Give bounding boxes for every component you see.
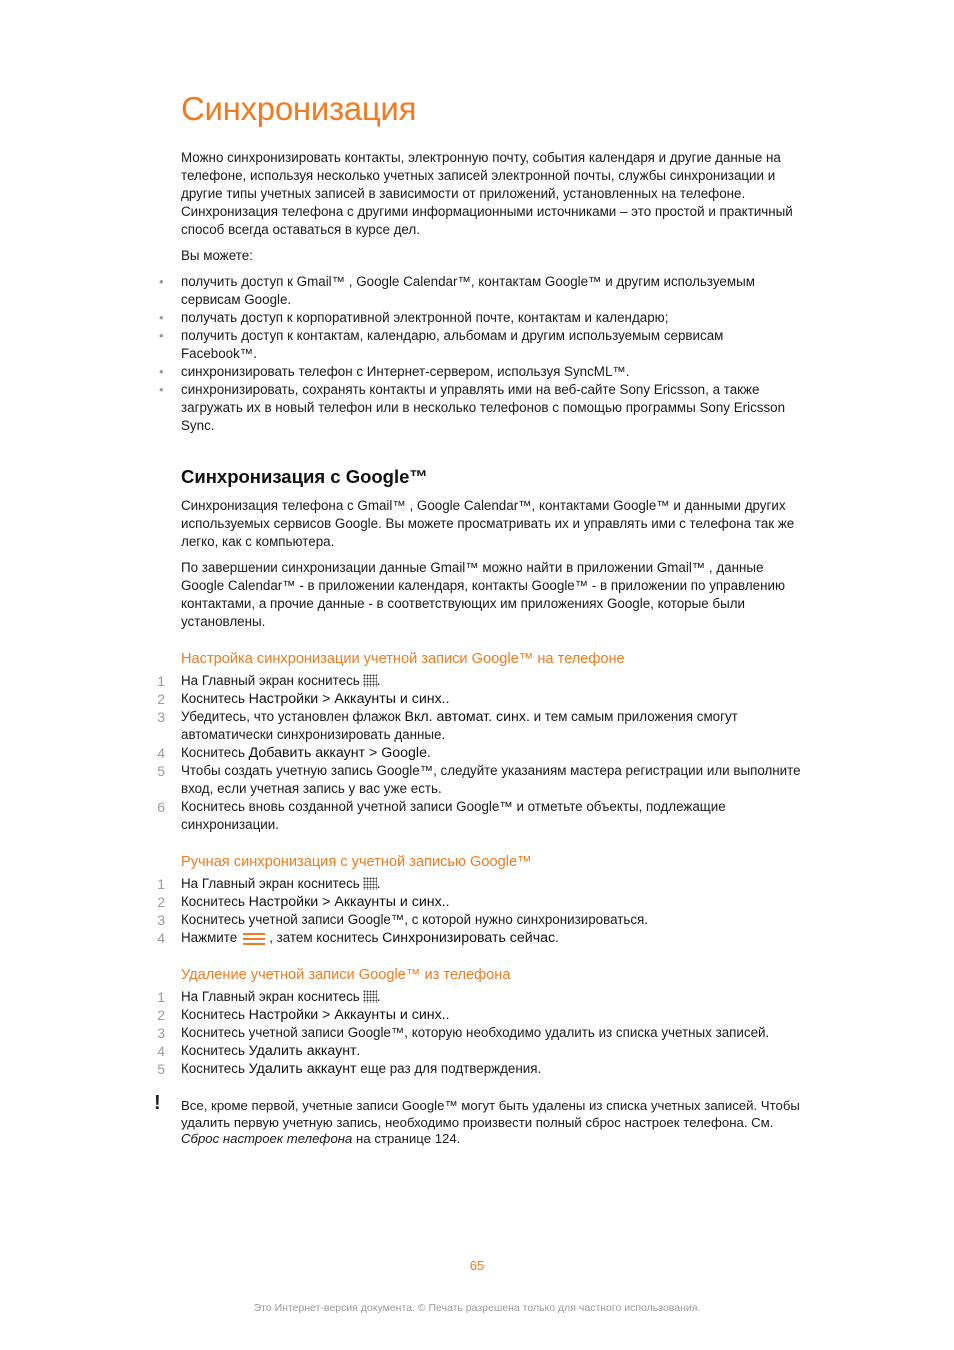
google-section-para1: Синхронизация телефона с Gmail™ , Google Calendar™, контактами Google™ и данными других используемых сервисов Google. Вы можете просматривать их и управлять ими с телефона так же легко, как с компьютера. (181, 498, 795, 549)
step-item: 2 Коснитесь Настройки > Аккаунты и синх.. (157, 691, 450, 707)
delete-account-steps (157, 988, 801, 1078)
step-item: 4 Коснитесь Добавить аккаунт > Google. (157, 745, 431, 761)
page-content (154, 86, 801, 1148)
ui-path: Настройки > Аккаунты и синх.. (248, 691, 450, 707)
setup-heading: Настройка синхронизации учетной записи Google™ на телефоне (181, 651, 625, 667)
apps-grid-icon (363, 674, 377, 687)
ui-path: Удалить аккаунт (248, 1061, 357, 1077)
bullet-icon: • (159, 328, 164, 343)
step-item: 5 Коснитесь Удалить аккаунт еще раз для подтверждения. (157, 1061, 542, 1077)
capabilities-list (159, 273, 801, 435)
apps-grid-icon (363, 990, 377, 1003)
step-item: 4 Коснитесь Удалить аккаунт. (157, 1043, 361, 1059)
step-item: 1 На Главный экран коснитесь . (157, 989, 381, 1005)
exclamation-icon: ! (154, 1092, 161, 1114)
warning-note: ! Все, кроме первой, учетные записи Google™ могут быть удалены из списка учетных записей. Чтобы удалить первую учетную запись, необходимо произвести полный сброс настроек телефона. См. Сброс настроек телефона на странице 124. (154, 1092, 800, 1146)
can-label: Вы можете: (181, 248, 253, 263)
list-item: • синхронизировать, сохранять контакты и управлять ими на веб-сайте Sony Ericsson, а также загружать их в новый телефон или в несколько телефонов с помощью программы Sony Ericsson Sync. (159, 382, 786, 433)
ui-path: Настройки > Аккаунты и синх.. (248, 894, 450, 910)
ui-path: Добавить аккаунт > Google (248, 745, 427, 761)
list-item: • получить доступ к Gmail™ , Google Calendar™, контактам Google™ и другим используемым сервисам Google. (159, 274, 755, 307)
list-item: • получать доступ к корпоративной электронной почте, контактам и календарю; (159, 310, 669, 325)
google-section-heading: Синхронизация с Google™ (181, 466, 428, 487)
bullet-icon: • (159, 274, 164, 289)
setup-steps (157, 672, 801, 834)
apps-grid-icon (363, 877, 377, 890)
footer-notice: Это Интернет-версия документа. © Печать разрешена только для частного использования. (253, 1302, 701, 1314)
bullet-icon: • (159, 382, 164, 397)
step-item: 2 Коснитесь Настройки > Аккаунты и синх.. (157, 1007, 450, 1023)
step-item: 4 Нажмите , затем коснитесь Синхронизировать сейчас. (157, 930, 559, 946)
ui-path: Настройки > Аккаунты и синх.. (248, 1007, 450, 1023)
step-item: 1 На Главный экран коснитесь . (157, 673, 381, 689)
menu-icon (243, 930, 265, 946)
manual-sync-steps (157, 875, 801, 947)
page-number: 65 (469, 1258, 485, 1273)
ui-path: Синхронизировать сейчас (382, 930, 556, 946)
intro-paragraph: Можно синхронизировать контакты, электронную почту, события календаря и другие данные на телефоне, используя несколько учетных записей электронной почты, службы синхронизации и другие типы учетных записей в зависимости от приложений, установленных на телефоне. Синхронизация телефона с другими информационными источниками – это простой и практичный способ всегда оставаться в курсе дел. (181, 150, 793, 237)
step-item: 3 Коснитесь учетной записи Google™, с которой нужно синхронизироваться. (157, 912, 649, 928)
delete-account-heading: Удаление учетной записи Google™ из телефона (181, 967, 511, 983)
manual-sync-heading: Ручная синхронизация с учетной записью Google™ (181, 854, 532, 870)
cross-reference-link[interactable]: Сброс настроек телефона (181, 1131, 353, 1146)
ui-path: Вкл. автомат. синх. (404, 709, 530, 725)
list-item: • синхронизировать телефон с Интернет-сервером, используя SyncML™. (159, 364, 630, 379)
step-item: 6 Коснитесь вновь созданной учетной записи Google™ и отметьте объекты, подлежащие синхронизации. (157, 799, 726, 832)
list-item: • получить доступ к контактам, календарю, альбомам и другим используемым сервисам Facebook™. (159, 328, 724, 361)
step-item: 3 Коснитесь учетной записи Google™, которую необходимо удалить из списка учетных записей. (157, 1025, 770, 1041)
page-title: Синхронизация (181, 90, 417, 127)
step-item: 1 На Главный экран коснитесь . (157, 876, 381, 892)
bullet-icon: • (159, 310, 164, 325)
step-item: 5 Чтобы создать учетную запись Google™, следуйте указаниям мастера регистрации или выполните вход, если учетная запись у вас уже есть. (157, 763, 801, 796)
ui-path: Удалить аккаунт (248, 1043, 357, 1059)
bullet-icon: • (159, 364, 164, 379)
step-item: 3 Убедитесь, что установлен флажок Вкл. автомат. синх. и тем самым приложения смогут автоматически синхронизировать данные. (157, 709, 738, 742)
google-section-para2: По завершении синхронизации данные Gmail™ можно найти в приложении Gmail™ , данные Google Calendar™ - в приложении календаря, контакты Google™ - в приложении по управлению контактами, а прочие данные - в соответствующих им приложениях Google, которые были установлены. (181, 560, 786, 629)
step-item: 2 Коснитесь Настройки > Аккаунты и синх.. (157, 894, 450, 910)
